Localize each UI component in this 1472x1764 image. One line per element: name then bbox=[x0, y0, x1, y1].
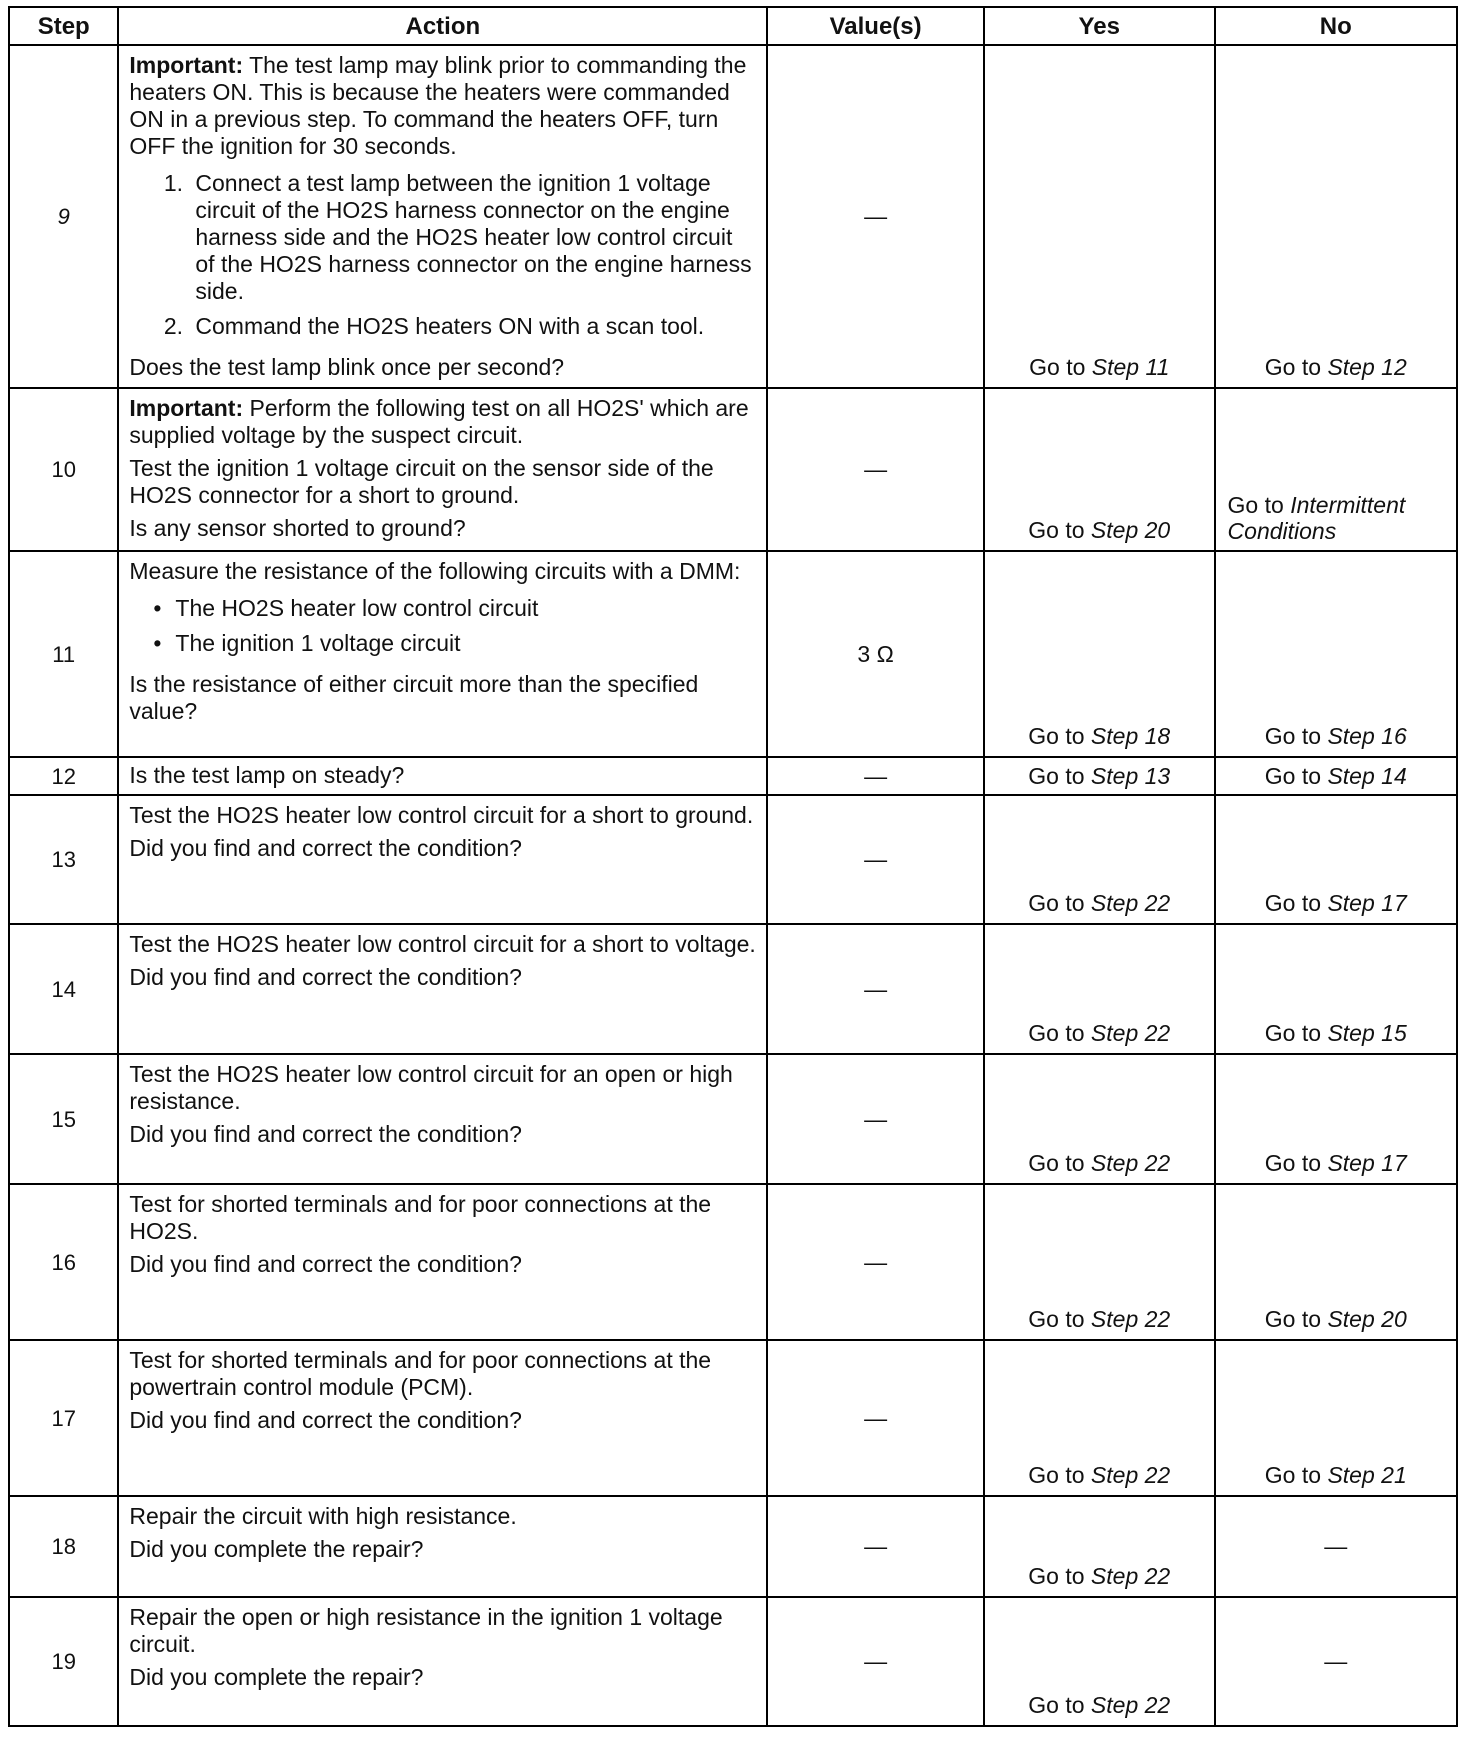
yes-goto-prefix: Go to bbox=[1028, 890, 1085, 916]
value-cell: — bbox=[767, 1597, 984, 1726]
question-text: Is any sensor shorted to ground? bbox=[129, 515, 466, 541]
yes-goto-prefix: Go to bbox=[1028, 762, 1085, 789]
action-text: Test for shorted terminals and for poor connections at the powertrain control module (PCM). bbox=[129, 1347, 712, 1400]
question-text: Is the test lamp on steady? bbox=[129, 762, 405, 788]
no-goto-prefix: Go to bbox=[1264, 354, 1322, 380]
yes-cell bbox=[984, 45, 1215, 388]
header-step: Step bbox=[9, 7, 118, 45]
step-number: 9 bbox=[9, 45, 118, 388]
no-step-link[interactable]: Step 16 bbox=[1327, 723, 1407, 749]
table-row bbox=[9, 1597, 1457, 1726]
value-cell: — bbox=[767, 924, 984, 1054]
important-label: Important: bbox=[129, 395, 244, 421]
step-number: 10 bbox=[9, 388, 118, 551]
value-cell: — bbox=[767, 1340, 984, 1496]
no-step-link[interactable]: Step 17 bbox=[1327, 1150, 1407, 1176]
yes-step-link[interactable]: Step 22 bbox=[1090, 1462, 1171, 1488]
question-text: Did you find and correct the condition? bbox=[129, 1121, 522, 1147]
action-text: Test the HO2S heater low control circuit for a short to voltage. bbox=[129, 931, 756, 957]
step-number: 13 bbox=[9, 795, 118, 924]
action-text: Repair the circuit with high resistance. bbox=[129, 1503, 517, 1529]
question-text: Is the resistance of either circuit more than the specified value? bbox=[129, 671, 699, 724]
action-cell bbox=[118, 1496, 767, 1597]
no-goto-prefix: Go to bbox=[1264, 1462, 1322, 1488]
no-cell: — bbox=[1215, 1597, 1457, 1726]
yes-goto-prefix: Go to bbox=[1028, 1150, 1085, 1176]
no-cell bbox=[1215, 45, 1457, 388]
header-values: Value(s) bbox=[767, 7, 984, 45]
no-step-link[interactable]: Step 20 bbox=[1327, 1306, 1407, 1332]
yes-goto-prefix: Go to bbox=[1028, 723, 1085, 749]
list-item: • The HO2S heater low control circuit bbox=[175, 595, 756, 622]
yes-cell bbox=[984, 924, 1215, 1054]
yes-cell bbox=[984, 1496, 1215, 1597]
table-row bbox=[9, 757, 1457, 795]
action-cell bbox=[118, 924, 767, 1054]
no-cell bbox=[1215, 1340, 1457, 1496]
yes-step-link[interactable]: Step 13 bbox=[1090, 762, 1171, 789]
yes-goto-prefix: Go to bbox=[1028, 1563, 1085, 1589]
value-cell: — bbox=[767, 757, 984, 795]
diagnostic-steps-table bbox=[8, 6, 1458, 1727]
no-goto-prefix: Go to bbox=[1227, 492, 1284, 518]
step-number: 11 bbox=[9, 551, 118, 757]
step-number: 17 bbox=[9, 1340, 118, 1496]
action-cell bbox=[118, 388, 767, 551]
table-row bbox=[9, 1340, 1457, 1496]
question-text: Does the test lamp blink once per second? bbox=[129, 354, 565, 380]
action-cell bbox=[118, 1184, 767, 1340]
list-item: 1. Connect a test lamp between the ignition 1 voltage circuit of the HO2S harness connector on the engine harness side and the HO2S heater low control circuit of the HO2S harness connector on the engine harness side. bbox=[189, 170, 756, 305]
yes-cell bbox=[984, 388, 1215, 551]
action-text: Test the HO2S heater low control circuit for a short to ground. bbox=[129, 802, 754, 828]
yes-step-link[interactable]: Step 22 bbox=[1090, 1306, 1171, 1332]
no-goto-prefix: Go to bbox=[1264, 1020, 1322, 1046]
yes-cell bbox=[984, 1340, 1215, 1496]
yes-step-link[interactable]: Step 18 bbox=[1090, 723, 1171, 749]
action-cell bbox=[118, 1054, 767, 1184]
important-text: Perform the following test on all HO2S' which are supplied voltage by the suspect circuit. bbox=[129, 395, 749, 448]
list-item: 2. Command the HO2S heaters ON with a scan tool. bbox=[189, 313, 756, 340]
yes-cell bbox=[984, 1597, 1215, 1726]
yes-cell bbox=[984, 1184, 1215, 1340]
question-text: Did you find and correct the condition? bbox=[129, 1251, 522, 1277]
action-text: Test the ignition 1 voltage circuit on the sensor side of the HO2S connector for a short to ground. bbox=[129, 455, 714, 508]
important-note bbox=[129, 52, 756, 160]
table-header-row bbox=[9, 7, 1457, 45]
yes-goto-prefix: Go to bbox=[1028, 1020, 1085, 1046]
no-step-link[interactable]: Step 21 bbox=[1327, 1462, 1407, 1488]
no-cell: — bbox=[1215, 1496, 1457, 1597]
yes-goto-prefix: Go to bbox=[1029, 354, 1086, 380]
value-cell: 3 Ω bbox=[767, 551, 984, 757]
table-row bbox=[9, 551, 1457, 757]
table-row bbox=[9, 795, 1457, 924]
table-row bbox=[9, 388, 1457, 551]
no-step-link[interactable]: Step 15 bbox=[1327, 1020, 1407, 1046]
value-cell: — bbox=[767, 1496, 984, 1597]
numbered-list bbox=[129, 170, 756, 348]
yes-step-link[interactable]: Step 22 bbox=[1090, 1692, 1171, 1718]
no-cell bbox=[1215, 1184, 1457, 1340]
no-step-link[interactable]: Step 14 bbox=[1327, 762, 1407, 789]
list-item: • The ignition 1 voltage circuit bbox=[175, 630, 756, 657]
yes-step-link[interactable]: Step 11 bbox=[1091, 354, 1170, 380]
header-yes: Yes bbox=[984, 7, 1215, 45]
important-note bbox=[129, 395, 756, 449]
yes-goto-prefix: Go to bbox=[1028, 1306, 1085, 1332]
yes-cell bbox=[984, 757, 1215, 795]
no-cell bbox=[1215, 924, 1457, 1054]
action-text: Test the HO2S heater low control circuit for an open or high resistance. bbox=[129, 1061, 733, 1114]
question-text: Did you find and correct the condition? bbox=[129, 835, 522, 861]
value-cell: — bbox=[767, 388, 984, 551]
yes-step-link[interactable]: Step 22 bbox=[1090, 890, 1171, 916]
question-text: Did you find and correct the condition? bbox=[129, 964, 522, 990]
no-cell bbox=[1215, 1054, 1457, 1184]
action-text: Repair the open or high resistance in the ignition 1 voltage circuit. bbox=[129, 1604, 723, 1657]
yes-cell bbox=[984, 1054, 1215, 1184]
table-row bbox=[9, 924, 1457, 1054]
value-cell: — bbox=[767, 1054, 984, 1184]
step-number: 18 bbox=[9, 1496, 118, 1597]
question-text: Did you find and correct the condition? bbox=[129, 1407, 522, 1433]
no-cell bbox=[1215, 757, 1457, 795]
yes-cell bbox=[984, 551, 1215, 757]
yes-goto-prefix: Go to bbox=[1028, 1692, 1085, 1718]
yes-step-link[interactable]: Step 22 bbox=[1090, 1563, 1171, 1589]
no-intermittent-link[interactable]: Intermittent Conditions bbox=[1227, 492, 1406, 544]
question-text: Did you complete the repair? bbox=[129, 1664, 424, 1690]
yes-step-link[interactable]: Step 22 bbox=[1090, 1020, 1171, 1046]
table-row bbox=[9, 45, 1457, 388]
no-goto-prefix: Go to bbox=[1264, 762, 1322, 789]
table-row bbox=[9, 1496, 1457, 1597]
action-cell bbox=[118, 45, 767, 388]
header-no: No bbox=[1215, 7, 1457, 45]
no-cell bbox=[1215, 551, 1457, 757]
question-text: Did you complete the repair? bbox=[129, 1536, 424, 1562]
action-cell bbox=[118, 1340, 767, 1496]
step-number: 19 bbox=[9, 1597, 118, 1726]
no-goto-prefix: Go to bbox=[1264, 890, 1322, 916]
yes-goto-prefix: Go to bbox=[1028, 517, 1085, 543]
table-row bbox=[9, 1054, 1457, 1184]
step-number: 12 bbox=[9, 757, 118, 795]
yes-step-link[interactable]: Step 22 bbox=[1090, 1150, 1171, 1176]
action-cell bbox=[118, 1597, 767, 1726]
action-cell bbox=[118, 551, 767, 757]
no-cell bbox=[1215, 388, 1457, 551]
table-row bbox=[9, 1184, 1457, 1340]
header-action: Action bbox=[118, 7, 767, 45]
diagnostic-table-page bbox=[8, 6, 1458, 1727]
value-cell: — bbox=[767, 795, 984, 924]
yes-step-link[interactable]: Step 20 bbox=[1090, 517, 1171, 543]
no-step-link[interactable]: Step 12 bbox=[1327, 354, 1407, 380]
no-goto-prefix: Go to bbox=[1264, 1150, 1322, 1176]
important-text: The test lamp may blink prior to commanding the heaters ON. This is because the heaters were commanded ON in a previous step. To command the heaters OFF, turn OFF the ignition for 30 seconds. bbox=[129, 52, 747, 159]
action-cell bbox=[118, 795, 767, 924]
step-number: 14 bbox=[9, 924, 118, 1054]
no-goto-prefix: Go to bbox=[1264, 723, 1322, 749]
value-cell: — bbox=[767, 1184, 984, 1340]
step-number: 16 bbox=[9, 1184, 118, 1340]
bullet-list bbox=[129, 595, 756, 665]
value-cell: — bbox=[767, 45, 984, 388]
action-text: Measure the resistance of the following circuits with a DMM: bbox=[129, 558, 741, 584]
no-step-link[interactable]: Step 17 bbox=[1327, 890, 1407, 916]
yes-cell bbox=[984, 795, 1215, 924]
step-number: 15 bbox=[9, 1054, 118, 1184]
action-cell bbox=[118, 757, 767, 795]
action-text: Test for shorted terminals and for poor connections at the HO2S. bbox=[129, 1191, 712, 1244]
no-goto-prefix: Go to bbox=[1264, 1306, 1322, 1332]
important-label: Important: bbox=[129, 52, 244, 78]
no-cell bbox=[1215, 795, 1457, 924]
yes-goto-prefix: Go to bbox=[1028, 1462, 1085, 1488]
